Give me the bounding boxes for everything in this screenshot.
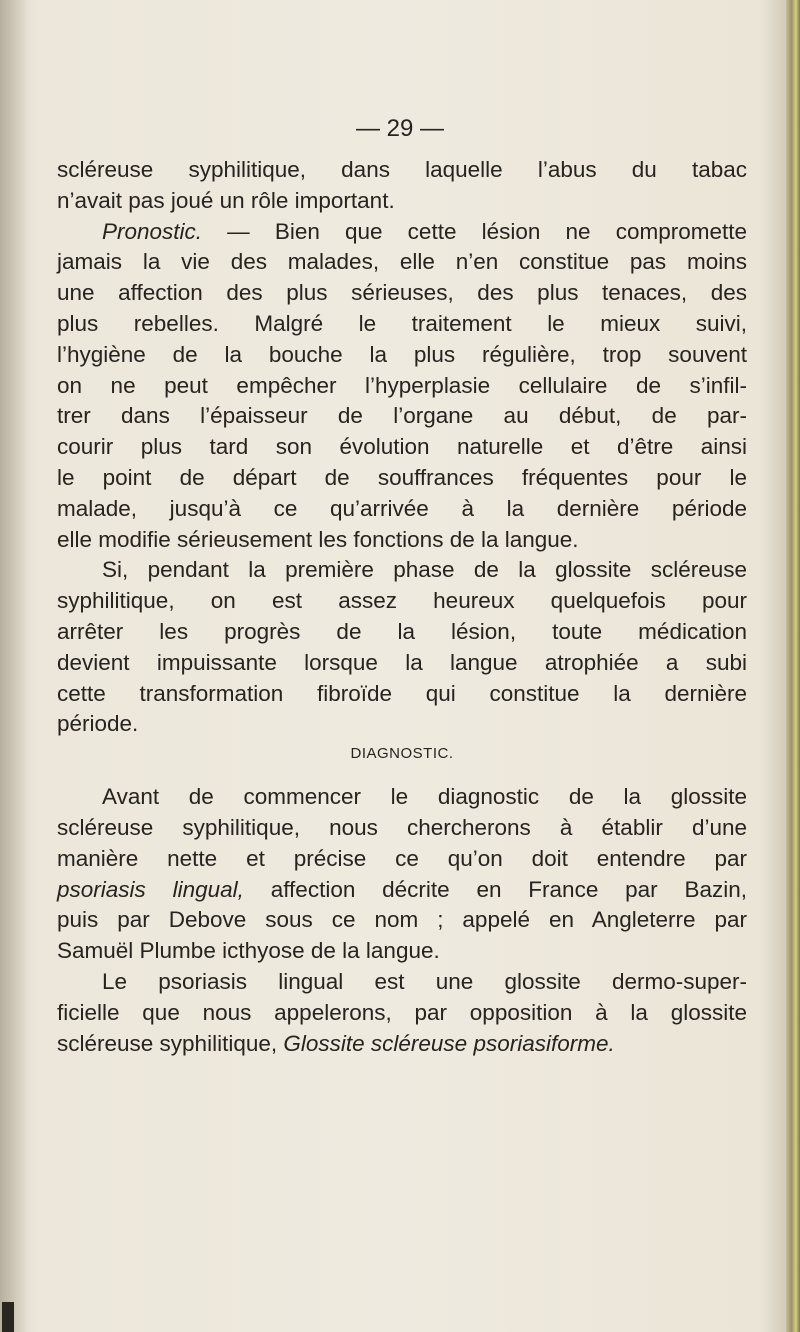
text-line: scléreuse syphilitique, dans laquelle l’abus du tabac xyxy=(57,157,747,182)
text-line: courir plus tard son évolution naturelle et d’être ainsi xyxy=(57,434,747,460)
text-line: Si, pendant la première phase de la glossite scléreuse xyxy=(102,557,747,583)
text-line: elle modifie sérieusement les fonctions de la langue. xyxy=(57,526,579,552)
text-line: scléreuse syphilitique, nous chercherons à établir d’une xyxy=(57,814,747,840)
text-line: psoriasis lingual, affection décrite en France par Bazin, xyxy=(57,876,747,902)
text-line: une affection des plus sérieuses, des plus tenaces, des xyxy=(57,280,747,306)
text-line: scléreuse syphilitique, Glossite scléreuse psoriasiforme. xyxy=(57,1030,615,1056)
page-number: — 29 — xyxy=(355,115,445,142)
text-line: plus rebelles. Malgré le traitement le mieux suivi, xyxy=(57,310,747,336)
text-line: on ne peut empêcher l’hyperplasie cellulaire de s’infil- xyxy=(57,372,747,398)
text-line: période. xyxy=(57,711,139,737)
text-line: devient impuissante lorsque la langue atrophiée a subi xyxy=(57,649,747,675)
text-line: puis par Debove sous ce nom ; appelé en Angleterre par xyxy=(57,907,747,933)
text-line: ficielle que nous appelerons, par opposition à la glossite xyxy=(57,999,747,1025)
section-heading: DIAGNOSTIC. xyxy=(350,745,454,763)
text-line: malade, jusqu’à ce qu’arrivée à la dernière période xyxy=(57,495,747,521)
body-text xyxy=(57,155,747,1059)
text-line: l’hygiène de la bouche la plus régulière, trop souvent xyxy=(57,341,747,367)
text-line: cette transformation fibroïde qui constitue la dernière xyxy=(57,680,747,706)
text-line: Avant de commencer le diagnostic de la glossite xyxy=(102,784,747,810)
text-line: trer dans l’épaisseur de l’organe au début, de par- xyxy=(57,403,747,429)
text-line: Samuël Plumbe icthyose de la langue. xyxy=(57,938,440,964)
text-line: arrêter les progrès de la lésion, toute médication xyxy=(57,618,747,644)
text-line: Pronostic. — Bien que cette lésion ne compromette xyxy=(102,218,747,244)
text-line: syphilitique, on est assez heureux quelquefois pour xyxy=(57,588,747,614)
text-line: jamais la vie des malades, elle n’en constitue pas moins xyxy=(57,249,747,275)
text-line: Le psoriasis lingual est une glossite dermo-super- xyxy=(102,968,747,994)
page-edge xyxy=(786,0,800,1332)
binding-shadow xyxy=(0,0,28,1332)
pronostic-label: Pronostic. xyxy=(102,218,203,244)
text-line: n’avait pas joué un rôle important. xyxy=(57,187,395,213)
text-line: manière nette et précise ce qu’on doit entendre par xyxy=(57,845,747,871)
text-line: le point de départ de souffrances fréquentes pour le xyxy=(57,464,747,490)
binding-mark xyxy=(2,1302,14,1332)
